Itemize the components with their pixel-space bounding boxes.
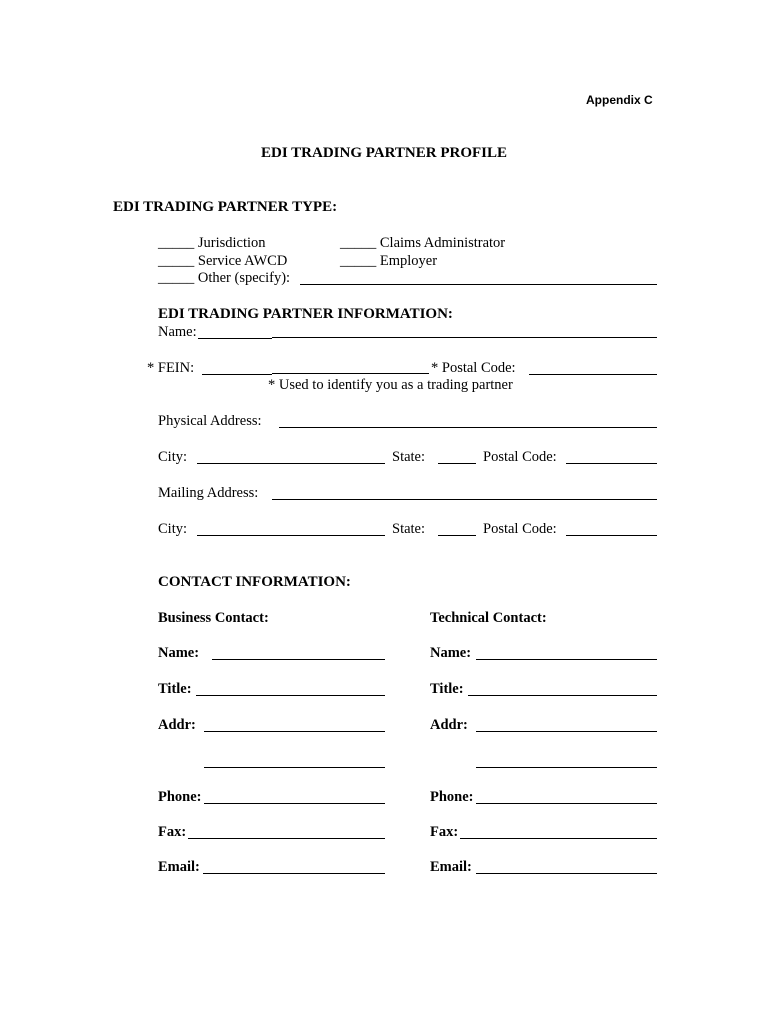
state-field-physical[interactable] (438, 463, 476, 464)
technical-name-field[interactable] (476, 659, 657, 660)
other-specify-field[interactable] (300, 284, 657, 285)
business-fax-label: Fax: (158, 824, 187, 840)
technical-title-label: Title: (430, 681, 464, 697)
option-jurisdiction[interactable]: _____ Jurisdiction (158, 235, 266, 251)
technical-addr-field-2[interactable] (476, 767, 657, 768)
technical-fax-label: Fax: (430, 824, 459, 840)
mailing-address-label: Mailing Address: (158, 485, 259, 501)
fein-label: * FEIN: (147, 360, 195, 376)
business-phone-field[interactable] (204, 803, 385, 804)
business-contact-heading: Business Contact: (158, 610, 269, 626)
technical-title-field[interactable] (468, 695, 657, 696)
business-title-label: Title: (158, 681, 192, 697)
city-label-physical: City: (158, 449, 188, 465)
business-addr-field-1[interactable] (204, 731, 385, 732)
postal-code-field-mailing[interactable] (566, 535, 657, 536)
fein-note: * Used to identify you as a trading partner (268, 377, 513, 393)
technical-name-label: Name: (430, 645, 472, 661)
physical-address-field[interactable] (279, 427, 657, 428)
business-email-label: Email: (158, 859, 200, 875)
contact-section-heading: CONTACT INFORMATION: (158, 574, 351, 590)
business-addr-field-2[interactable] (204, 767, 385, 768)
business-phone-label: Phone: (158, 789, 202, 805)
info-section-heading: EDI TRADING PARTNER INFORMATION: (158, 306, 453, 322)
state-field-mailing[interactable] (438, 535, 476, 536)
name-label: Name: (158, 324, 197, 340)
state-label-physical: State: (392, 449, 426, 465)
option-service-awcd[interactable]: _____ Service AWCD (158, 253, 288, 269)
business-name-label: Name: (158, 645, 200, 661)
technical-fax-field[interactable] (460, 838, 657, 839)
technical-email-field[interactable] (476, 873, 657, 874)
business-name-field[interactable] (212, 659, 385, 660)
city-label-mailing: City: (158, 521, 188, 537)
option-other[interactable]: _____ Other (specify): (158, 270, 291, 286)
technical-phone-label: Phone: (430, 789, 474, 805)
technical-addr-label: Addr: (430, 717, 468, 733)
name-field[interactable] (272, 337, 657, 338)
postal-code-label-physical: Postal Code: (483, 449, 557, 465)
postal-code-field-physical[interactable] (566, 463, 657, 464)
fein-field-lead (202, 374, 272, 375)
name-field-lead (198, 338, 272, 339)
page-title: EDI TRADING PARTNER PROFILE (261, 145, 508, 161)
city-field-mailing[interactable] (197, 535, 385, 536)
physical-address-label: Physical Address: (158, 413, 262, 429)
postal-code-field-1[interactable] (529, 374, 657, 375)
mailing-address-field[interactable] (272, 499, 657, 500)
option-claims-administrator[interactable]: _____ Claims Administrator (340, 235, 506, 251)
type-section-heading: EDI TRADING PARTNER TYPE: (113, 199, 338, 215)
option-employer[interactable]: _____ Employer (340, 253, 438, 269)
business-fax-field[interactable] (188, 838, 385, 839)
city-field-physical[interactable] (197, 463, 385, 464)
business-email-field[interactable] (203, 873, 385, 874)
postal-code-label-mailing: Postal Code: (483, 521, 557, 537)
state-label-mailing: State: (392, 521, 426, 537)
business-addr-label: Addr: (158, 717, 196, 733)
fein-field[interactable] (272, 373, 429, 374)
technical-addr-field-1[interactable] (476, 731, 657, 732)
technical-phone-field[interactable] (476, 803, 657, 804)
appendix-label: Appendix C (586, 93, 653, 107)
business-title-field[interactable] (196, 695, 385, 696)
technical-contact-heading: Technical Contact: (430, 610, 547, 626)
technical-email-label: Email: (430, 859, 472, 875)
postal-code-label-1: * Postal Code: (431, 360, 516, 376)
